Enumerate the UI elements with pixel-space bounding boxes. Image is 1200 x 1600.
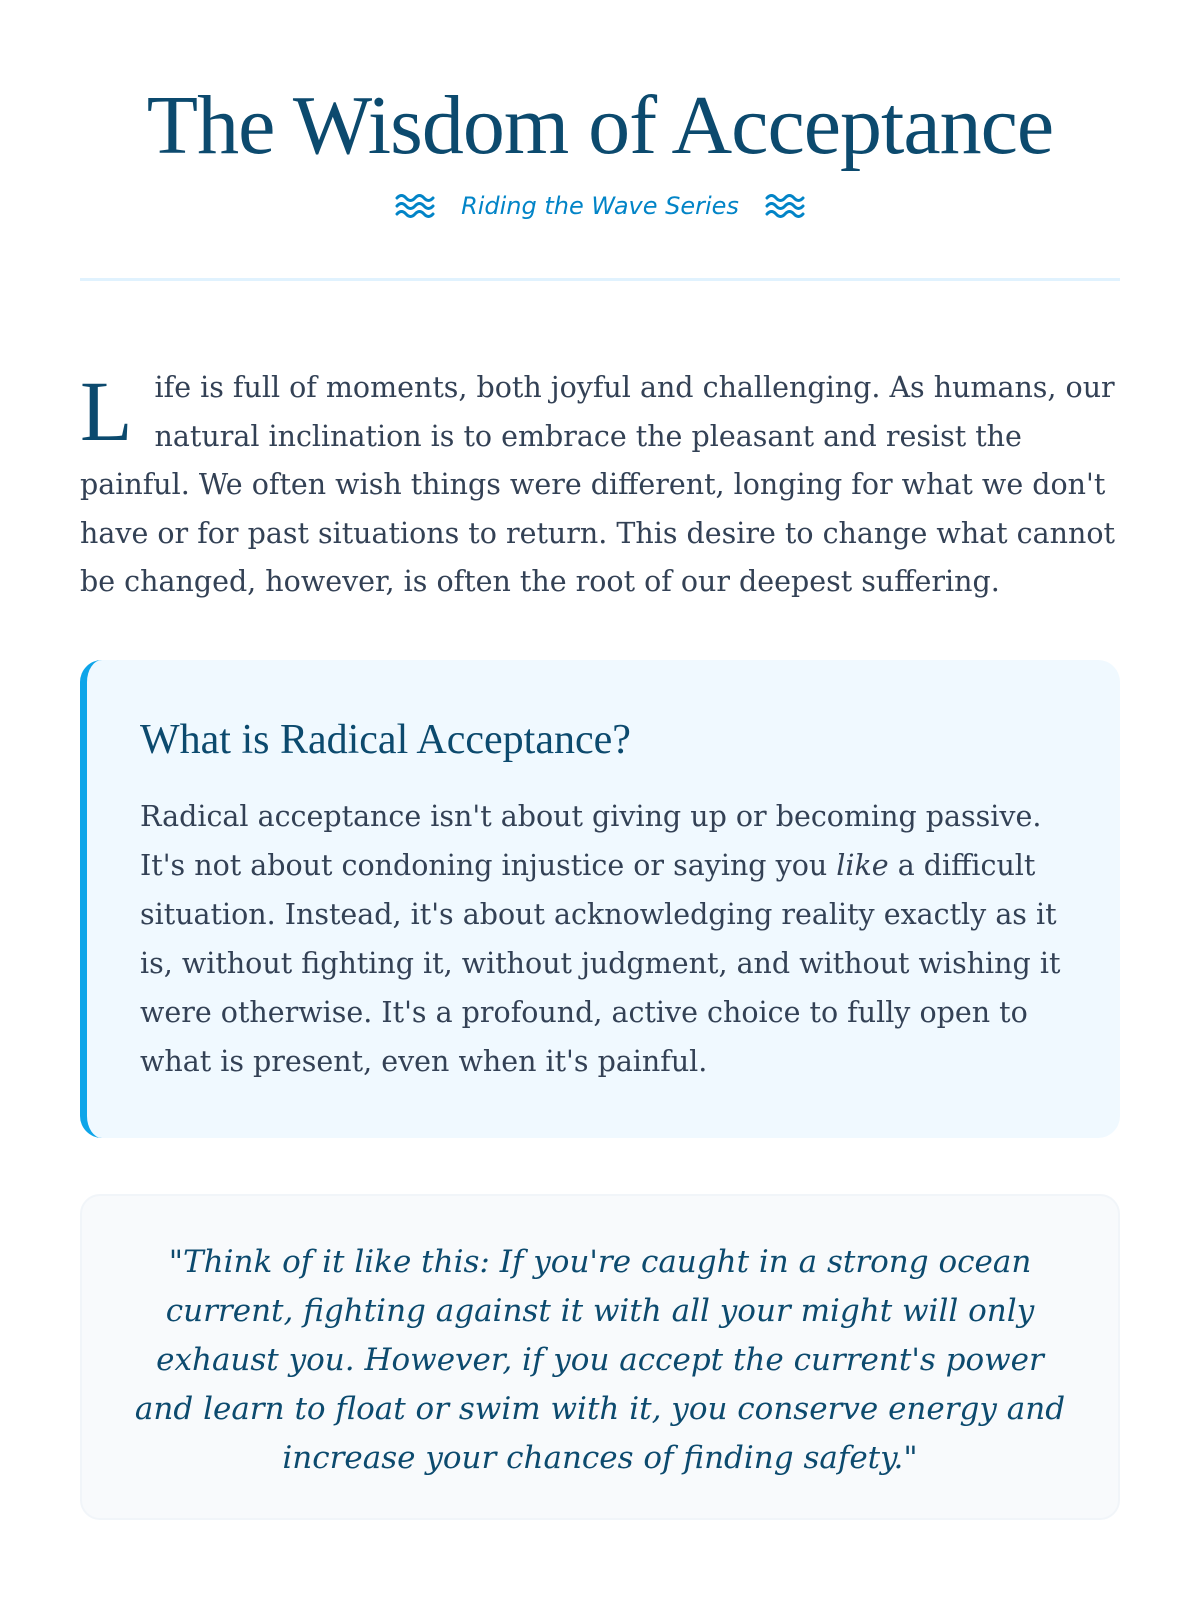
callout-body [140,792,1070,1086]
wave-icon [765,191,805,221]
callout-text-end: a difficult situation. Instead, it's about acknowledging reality exactly as it is, without fighting it, without judgment, and without wishing it were otherwise. It's a profound, active choice to fully open to what is present, even when it's painful. [140,849,1061,1078]
page-title: The Wisdom of Acceptance [146,79,1054,172]
ocean-current-quote [80,1194,1120,1520]
series-subtitle: Riding the Wave Series [461,192,739,220]
header-divider [80,278,1120,281]
intro-text: ife is full of moments, both joyful and challenging. As humans, our natural inclination is to embrace the pleasant and resist the painful. We often wish things were different, longing for what we don't have or for past situations to return. This desire to change what cannot be changed, however, is often the root of our deepest suffering. [80,371,1115,598]
quote-text: "Think of it like this: If you're caught in a strong ocean current, fighting against it with all your might will only exhaust you. However, if you accept the current's power and learn to float or swim with it, you conserve energy and increase your chances of finding safety." [134,1244,1066,1476]
callout-text-start: Radical acceptance isn't about giving up or becoming passive. It's not about condoning injustice or saying you [140,800,1042,882]
callout-title: What is Radical Acceptance? [140,717,631,763]
wave-icon [395,191,435,221]
subtitle-row [80,184,1120,228]
radical-acceptance-callout [80,660,1120,1138]
intro-paragraph [80,364,1120,607]
article [80,0,1120,1476]
callout-emphasis: like [836,849,889,882]
drop-cap: L [80,363,133,459]
